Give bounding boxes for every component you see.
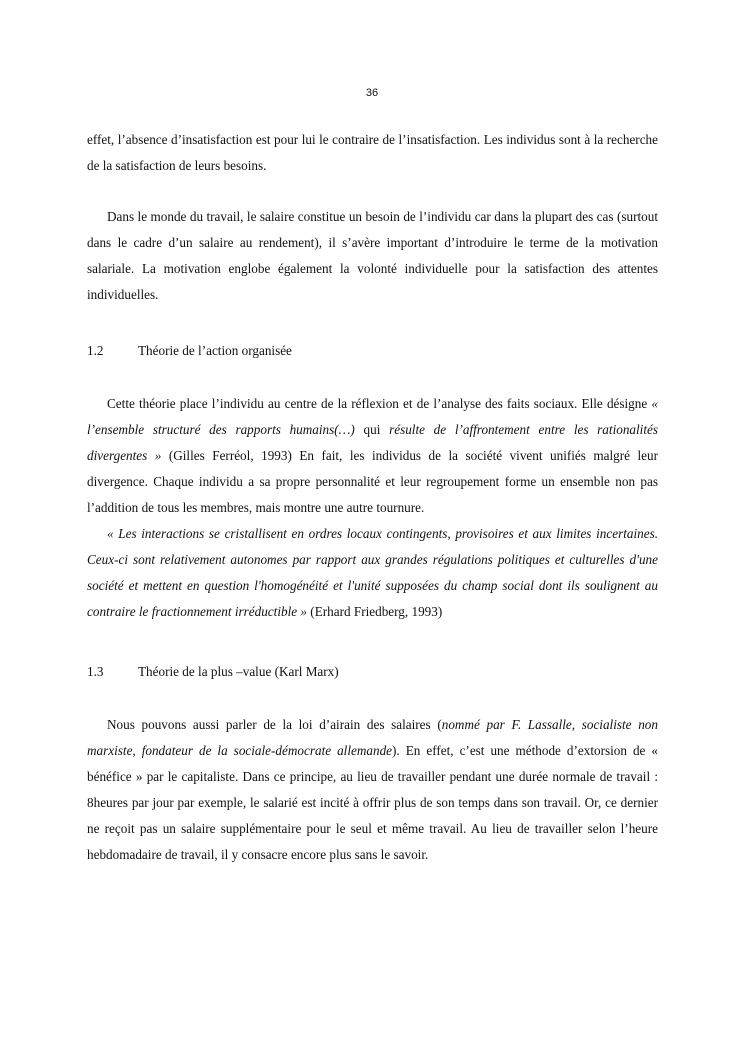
paragraph-organized-action — [87, 391, 658, 521]
citation: (Erhard Friedberg, 1993) — [307, 604, 443, 619]
italic-note: nommé par F. Lassalle, socialiste non marxiste, fondateur de la sociale-démocrate allemande — [87, 717, 658, 758]
section-number: 1.2 — [87, 343, 104, 358]
section-heading-1-2 — [87, 338, 658, 364]
section-number: 1.3 — [87, 664, 104, 679]
page-number: 36 — [365, 87, 379, 99]
document-body — [87, 127, 658, 868]
paragraph-salary-need: Dans le monde du travail, le salaire constitue un besoin de l’individu car dans la plupart des cas (surtout dans le cadre d’un salaire au rendement), il s’avère important d’introduire le terme de la motivation salariale. La motivation englobe également la volonté individuelle pour la satisfaction des attentes individuelles. — [87, 209, 658, 302]
italic-quote: « l’ensemble structuré des rapports humains(…) — [87, 396, 658, 437]
text-run: ). En effet, c’est une méthode d’extorsion de « bénéfice » par le capitaliste. Dans ce principe, au lieu de travailler pendant une durée normale de travail : 8heures par jour par exemple, le salarié est incité à offrir plus de son temps dans son travail. Or, ce dernier ne reçoit pas un salaire supplémentaire pour le seul et même travail. Au lieu de travailler selon l’heure hebdomadaire de travail, il y consacre encore plus sans le savoir. — [87, 743, 659, 862]
text-run: (Gilles Ferréol, 1993) En fait, les individus de la société vivent unifiés malgré leur divergence. Chaque individu a sa propre personnalité et leur regroupement forme un ensemble non pas l’addition de tous les membres, mais montre une autre tournure. — [87, 448, 658, 515]
section-title: Théorie de la plus –value (Karl Marx) — [138, 664, 339, 679]
paragraph-surplus-value — [87, 712, 658, 868]
text-run: Nous pouvons aussi parler de la loi d’airain des salaires ( — [107, 717, 442, 732]
paragraph-intro: effet, l’absence d’insatisfaction est pour lui le contraire de l’insatisfaction. Les individus sont à la recherche de la satisfaction de leurs besoins. — [87, 132, 658, 173]
paragraph-friedberg-quote — [87, 521, 658, 625]
section-heading-1-3 — [87, 659, 658, 685]
text-run: qui — [363, 422, 390, 437]
section-title: Théorie de l’action organisée — [138, 343, 292, 358]
text-run: Cette théorie place l’individu au centre de la réflexion et de l’analyse des faits sociaux. Elle désigne — [107, 396, 652, 411]
italic-quote: « Les interactions se cristallisent en ordres locaux contingents, provisoires et aux limites incertaines. Ceux-ci sont relativement autonomes par rapport aux grandes régulations politiques et culturelles d'une société et mettent en question l'homogénéité et l'unité supposées du champ social dont ils soulignent au contraire le fractionnement irréductible » — [87, 526, 658, 619]
italic-quote: résulte de l’affrontement entre les rationalités divergentes » — [87, 422, 658, 463]
